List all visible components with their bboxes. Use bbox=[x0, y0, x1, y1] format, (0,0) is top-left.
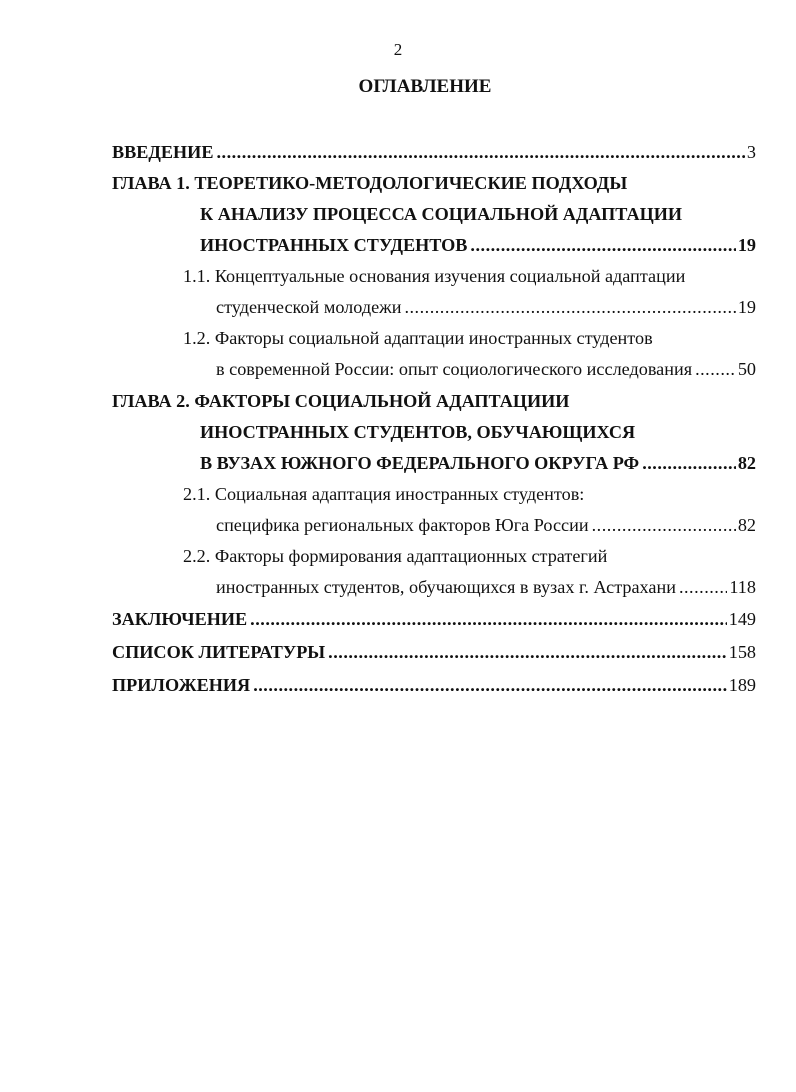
toc-page-number: 3 bbox=[746, 142, 756, 162]
toc-section-2-1-line1[interactable]: 2.1. Социальная адаптация иностранных студентов: bbox=[183, 484, 585, 504]
toc-page-number: 118 bbox=[729, 577, 756, 597]
dot-leader bbox=[404, 295, 735, 319]
toc-section-1-2-line1[interactable]: 1.2. Факторы социальной адаптации иностранных студентов bbox=[183, 328, 653, 348]
dot-leader bbox=[328, 640, 727, 664]
page-number: 2 bbox=[393, 40, 403, 59]
toc-entry-label: ПРИЛОЖЕНИЯ bbox=[112, 675, 251, 695]
toc-section-2-2-line1[interactable]: 2.2. Факторы формирования адаптационных стратегий bbox=[183, 546, 608, 566]
toc-section-2-1-line2[interactable] bbox=[216, 513, 756, 537]
toc-section-2-2-line2[interactable] bbox=[216, 575, 756, 599]
toc-entry-label: СПИСОК ЛИТЕРАТУРЫ bbox=[112, 642, 326, 662]
toc-chapter2-line3[interactable] bbox=[200, 451, 756, 475]
toc-chapter1-line1[interactable]: ГЛАВА 1. ТЕОРЕТИКО-МЕТОДОЛОГИЧЕСКИЕ ПОДХОДЫ bbox=[112, 173, 628, 193]
toc-chapter1-line2[interactable]: К АНАЛИЗУ ПРОЦЕССА СОЦИАЛЬНОЙ АДАПТАЦИИ bbox=[200, 204, 683, 224]
toc-entry-label: ЗАКЛЮЧЕНИЕ bbox=[112, 609, 248, 629]
toc-page-number: 19 bbox=[737, 235, 756, 255]
toc-entry-label: ВВЕДЕНИЕ bbox=[112, 142, 214, 162]
toc-entry-label: в современной России: опыт социологического исследования bbox=[216, 359, 693, 379]
toc-section-1-1-line1[interactable]: 1.1. Концептуальные основания изучения социальной адаптации bbox=[183, 266, 686, 286]
dot-leader bbox=[470, 233, 735, 257]
toc-entry-references[interactable] bbox=[112, 640, 756, 664]
dot-leader bbox=[216, 140, 744, 164]
toc-page-number: 158 bbox=[728, 642, 756, 662]
toc-page-number: 82 bbox=[737, 515, 756, 535]
toc-entry-label: ИНОСТРАННЫХ СТУДЕНТОВ bbox=[200, 235, 468, 255]
toc-entry-label: студенческой молодежи bbox=[216, 297, 402, 317]
dot-leader bbox=[592, 513, 736, 537]
toc-page-number: 50 bbox=[737, 359, 756, 379]
dot-leader bbox=[253, 673, 727, 697]
toc-chapter2-line2[interactable]: ИНОСТРАННЫХ СТУДЕНТОВ, ОБУЧАЮЩИХСЯ bbox=[200, 422, 636, 442]
toc-page-number: 82 bbox=[737, 453, 756, 473]
toc-chapter2-line1[interactable]: ГЛАВА 2. ФАКТОРЫ СОЦИАЛЬНОЙ АДАПТАЦИИИ bbox=[112, 391, 570, 411]
toc-entry-label: иностранных студентов, обучающихся в вузах г. Астрахани bbox=[216, 577, 676, 597]
toc-entry-label: В ВУЗАХ ЮЖНОГО ФЕДЕРАЛЬНОГО ОКРУГА РФ bbox=[200, 453, 640, 473]
toc-page-number: 189 bbox=[728, 675, 756, 695]
toc-entry-label: специфика региональных факторов Юга России bbox=[216, 515, 589, 535]
toc-entry-conclusion[interactable] bbox=[112, 607, 756, 631]
toc-entry-introduction[interactable] bbox=[112, 140, 756, 164]
dot-leader bbox=[695, 357, 736, 381]
toc-page-number: 19 bbox=[737, 297, 756, 317]
toc-chapter1-line3[interactable] bbox=[200, 233, 756, 257]
toc-section-1-1-line2[interactable] bbox=[216, 295, 756, 319]
dot-leader bbox=[642, 451, 736, 475]
dot-leader bbox=[679, 575, 727, 599]
toc-page-number: 149 bbox=[728, 609, 756, 629]
toc-title: ОГЛАВЛЕНИЕ bbox=[358, 76, 492, 97]
toc-entry-appendices[interactable] bbox=[112, 673, 756, 697]
dot-leader bbox=[250, 607, 727, 631]
toc-section-1-2-line2[interactable] bbox=[216, 357, 756, 381]
